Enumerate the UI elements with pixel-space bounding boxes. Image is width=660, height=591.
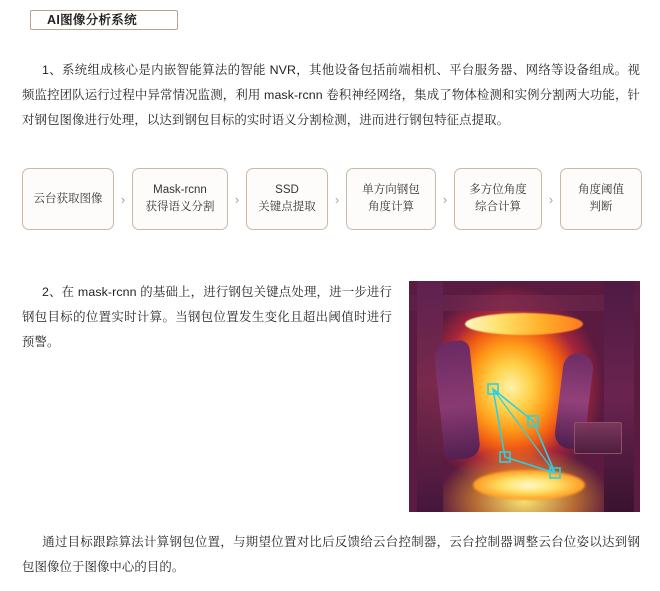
chevron-right-icon: › [120,191,126,207]
paragraph-system-composition [22,58,640,133]
flow-node-mask-rcnn-line2: 获得语义分割 [145,201,215,213]
paragraph-keypoint-processing [22,280,392,355]
flow-node-capture-line1: 云台获取图像 [33,192,103,205]
flow-arrow-icon [228,193,246,206]
flow-arrow-icon [328,193,346,206]
section-header [30,10,180,32]
flow-node-multi-angle [454,168,542,230]
flow-arrow-icon [114,193,132,206]
chevron-right-icon: › [334,191,340,207]
paragraph-2-text: 2、在 mask-rcnn 的基础上，进行钢包关键点处理，进一步进行钢包目标的位置实时计算。当钢包位置发生变化且超出阈值时进行预警。 [22,285,392,349]
flow-node-mask-rcnn [132,168,228,230]
tracking-overlay-icon [409,281,640,512]
flow-node-ssd-line2: 关键点提取 [258,201,316,213]
flow-node-capture [22,168,114,230]
process-flow-diagram [22,163,642,235]
flow-node-single-angle-line2: 角度计算 [368,201,414,213]
thermal-image [409,281,640,512]
chevron-right-icon: › [234,191,240,207]
flow-node-multi-angle-line1: 多方位角度 [469,184,527,196]
flow-node-mask-rcnn-line1: Mask-rcnn [153,184,207,196]
flow-node-single-angle-line1: 单方向钢包 [362,184,420,196]
flow-node-single-angle [346,168,436,230]
flow-arrow-icon [436,193,454,206]
flow-arrow-icon [542,193,560,206]
paragraph-3-text: 通过目标跟踪算法计算钢包位置，与期望位置对比后反馈给云台控制器，云台控制器调整云台位姿以达到钢包图像位于图像中心的目的。 [22,535,640,574]
flow-node-threshold-line1: 角度阈值 [578,184,624,196]
flow-node-threshold-judge [560,168,642,230]
chevron-right-icon: › [548,191,554,207]
flow-node-ssd-keypoint [246,168,328,230]
flow-node-threshold-line2: 判断 [589,201,613,213]
paragraph-1-text: 1、系统组成核心是内嵌智能算法的智能 NVR，其他设备包括前端相机、平台服务器、网络等设备组成。视频监控团队运行过程中异常情况监测，利用 mask-rcnn 卷积神经网络，集成了物体检测和实例分割两大功能，针对钢包图像进行处理，以达到钢包目标的实时语义分割检测，进而进行钢包特征点提取。 [22,63,640,127]
paragraph-tracking-feedback [22,530,640,580]
section-title: AI图像分析系统 [44,12,140,28]
flow-node-multi-angle-line2: 综合计算 [475,201,521,213]
chevron-right-icon: › [442,191,448,207]
flow-node-ssd-line1: SSD [275,184,299,196]
